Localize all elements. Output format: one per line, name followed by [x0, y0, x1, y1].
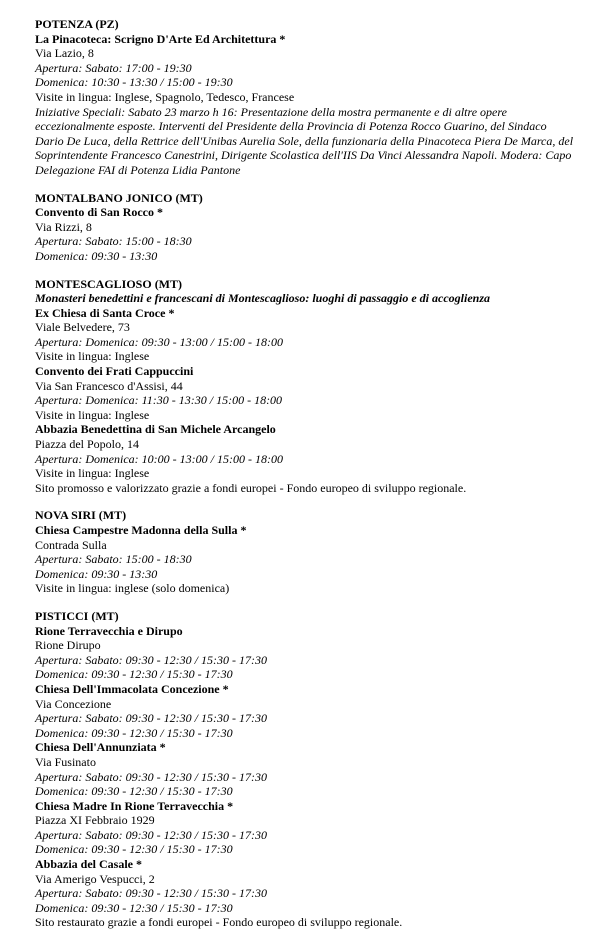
place-name: Abbazia Benedettina di San Michele Arcangelo	[35, 422, 276, 437]
visit-languages: Visite in lingua: Inglese	[35, 407, 150, 422]
place-name: La Pinacoteca: Scrigno D'Arte Ed Architettura *	[35, 31, 286, 46]
opening-hours: Apertura: Domenica: 11:30 - 13:30 / 15:00 - 18:00	[35, 393, 283, 408]
place-name: Chiesa Madre In Rione Terravecchia *	[35, 798, 234, 813]
place-name: Convento di San Rocco *	[35, 205, 164, 220]
section-title: POTENZA (PZ)	[35, 17, 119, 31]
opening-hours: Apertura: Sabato: 17:00 - 19:30	[35, 60, 192, 75]
opening-hours: Domenica: 09:30 - 13:30	[35, 248, 158, 263]
opening-hours: Apertura: Domenica: 10:00 - 13:00 / 15:00 - 18:00	[35, 451, 283, 466]
place-address: Rione Dirupo	[35, 638, 101, 653]
funding-note: Sito promosso e valorizzato grazie a fondi europei - Fondo europeo di sviluppo regionale.	[35, 480, 467, 495]
opening-hours: Domenica: 09:30 - 12:30 / 15:30 - 17:30	[35, 900, 233, 915]
place-address: Via Rizzi, 8	[35, 219, 92, 234]
section-title: MONTESCAGLIOSO (MT)	[35, 276, 183, 291]
place-address: Piazza del Popolo, 14	[35, 437, 139, 452]
section-pisticci	[35, 609, 576, 930]
place-name: Chiesa Campestre Madonna della Sulla *	[35, 523, 247, 537]
section-potenza	[35, 17, 576, 178]
opening-hours: Domenica: 09:30 - 13:30	[35, 566, 158, 581]
itinerary-theme: Monasteri benedettini e francescani di Montescaglioso: luoghi di passaggio e di accoglienza	[35, 291, 491, 306]
section-title: NOVA SIRI (MT)	[35, 508, 127, 523]
place-address: Via Concezione	[35, 696, 112, 711]
section-montalbano-jonico	[35, 191, 576, 264]
place-name: Chiesa Dell'Annunziata *	[35, 740, 166, 755]
opening-hours: Apertura: Sabato: 09:30 - 12:30 / 15:30 - 17:30	[35, 652, 267, 667]
visit-languages: Visite in lingua: Inglese	[35, 349, 150, 364]
place-name: Abbazia del Casale *	[35, 857, 143, 872]
visit-languages: Visite in lingua: Inglese	[35, 466, 150, 481]
place-name: Convento dei Frati Cappuccini	[35, 364, 194, 379]
opening-hours: Apertura: Sabato: 15:00 - 18:30	[35, 234, 192, 249]
opening-hours: Domenica: 09:30 - 12:30 / 15:30 - 17:30	[35, 784, 233, 799]
opening-hours: Domenica: 10:30 - 13:30 / 15:00 - 19:30	[35, 75, 233, 90]
opening-hours: Apertura: Sabato: 15:00 - 18:30	[35, 552, 192, 567]
visit-languages: Visite in lingua: inglese (solo domenica)	[35, 581, 230, 596]
opening-hours: Domenica: 09:30 - 12:30 / 15:30 - 17:30	[35, 667, 233, 682]
place-address: Viale Belvedere, 73	[35, 320, 130, 335]
opening-hours: Apertura: Sabato: 09:30 - 12:30 / 15:30 - 17:30	[35, 827, 267, 842]
opening-hours: Apertura: Sabato: 09:30 - 12:30 / 15:30 - 17:30	[35, 769, 267, 784]
place-address: Via Lazio, 8	[35, 46, 94, 61]
opening-hours: Domenica: 09:30 - 12:30 / 15:30 - 17:30	[35, 842, 233, 857]
special-initiatives: Iniziative Speciali: Sabato 23 marzo h 16: Presentazione della mostra permanente e di altre opere eccezionalmente esposte. Interventi del Presidente della Provincia di Potenza Rocco Guarino, del Sindaco Dario De Luca, della Rettrice dell'Unibas Aurelia Sole, della funzionaria della Pinacoteca Piera De Marca, del Soprintendente Francesco Canestrini, Dirigente Scolastica dell'IIS Da Vinci Alessandra Napoli. Modera: Capo Delegazione FAI di Potenza Lidia Pantone	[35, 104, 574, 177]
place-name: Rione Terravecchia e Dirupo	[35, 623, 183, 638]
visit-languages: Visite in lingua: Inglese, Spagnolo, Tedesco, Francese	[35, 89, 295, 104]
section-montescaglioso	[35, 277, 576, 496]
section-nova-siri	[35, 508, 576, 596]
place-address: Contrada Sulla	[35, 537, 107, 552]
place-address: Piazza XI Febbraio 1929	[35, 813, 155, 828]
place-name: Ex Chiesa di Santa Croce *	[35, 305, 175, 320]
opening-hours: Domenica: 09:30 - 12:30 / 15:30 - 17:30	[35, 725, 233, 740]
opening-hours: Apertura: Sabato: 09:30 - 12:30 / 15:30 - 17:30	[35, 711, 267, 726]
place-name: Chiesa Dell'Immacolata Concezione *	[35, 681, 229, 696]
section-title: PISTICCI (MT)	[35, 608, 119, 623]
opening-hours: Apertura: Sabato: 09:30 - 12:30 / 15:30 - 17:30	[35, 886, 267, 901]
funding-note: Sito restaurato grazie a fondi europei - Fondo europeo di sviluppo regionale.	[35, 915, 403, 930]
section-title: MONTALBANO JONICO (MT)	[35, 190, 203, 205]
opening-hours: Apertura: Domenica: 09:30 - 13:00 / 15:00 - 18:00	[35, 334, 283, 349]
place-address: Via Fusinato	[35, 754, 96, 769]
place-address: Via San Francesco d'Assisi, 44	[35, 378, 183, 393]
place-address: Via Amerigo Vespucci, 2	[35, 871, 155, 886]
